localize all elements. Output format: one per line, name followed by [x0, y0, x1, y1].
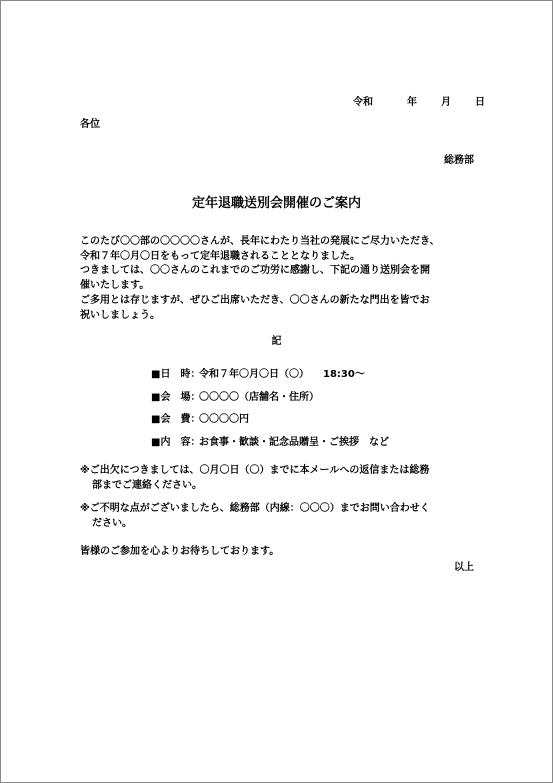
detail-date-value: 令和７年〇月〇日（〇）	[199, 369, 309, 380]
detail-content-label: ■内 容：	[151, 436, 201, 448]
detail-fee	[151, 412, 389, 435]
body-paragraph	[80, 235, 480, 323]
date-era: 令和	[353, 97, 373, 108]
detail-content	[151, 435, 389, 458]
body-line: つきましては、〇〇さんのこれまでのご功労に感謝し、下記の通り送別会を開	[80, 265, 430, 277]
closing-sentence: 皆様のご参加を心よりお待ちしております。	[80, 546, 280, 557]
note-rsvp	[80, 463, 480, 493]
date-day: 日	[475, 97, 485, 108]
note-inquiry	[80, 501, 480, 531]
detail-venue-label: ■会 場：	[151, 391, 201, 403]
body-line: 催いたします。	[80, 280, 150, 292]
note-rsvp-line1: ※ご出欠につきましては、〇月〇日（〇）までに本メールへの返信または総務	[80, 465, 430, 476]
addressee: 各位	[80, 119, 100, 130]
details-list	[151, 367, 389, 457]
detail-fee-label: ■会 費：	[151, 414, 201, 425]
body-line: このたび〇〇部の〇〇〇〇さんが、長年にわたり当社の発展にご尽力いただき、	[80, 236, 440, 247]
detail-fee-value: 〇〇〇〇円	[199, 414, 249, 425]
body-line: 令和７年〇月〇日をもって定年退職されることとなりました。	[80, 250, 360, 262]
note-rsvp-line2: 部までご連絡ください。	[92, 480, 202, 491]
detail-venue-value: 〇〇〇〇（店舗名・住所）	[199, 391, 319, 403]
date-year: 年	[407, 97, 417, 108]
date-month: 月	[441, 97, 451, 108]
document-title: 定年退職送別会開催のご案内	[191, 196, 361, 211]
note-inquiry-line2: ださい。	[92, 518, 132, 529]
body-line: ご多用とは存じますが、ぜひご出席いただき、〇〇さんの新たな門出を皆でお	[80, 294, 430, 306]
detail-date-time: 18:30～	[323, 369, 365, 380]
detail-date	[151, 367, 389, 390]
date-line	[353, 95, 485, 110]
note-inquiry-line1: ※ご不明な点がございましたら、総務部（内線：〇〇〇）までお問い合わせく	[80, 503, 430, 514]
body-line: 祝いしましょう。	[80, 309, 160, 321]
ki-heading: 記	[271, 336, 282, 347]
department: 総務部	[444, 155, 474, 166]
detail-date-label: ■日 時：	[151, 369, 201, 380]
detail-content-value: お食事・歓談・記念品贈呈・ご挨拶 など	[199, 436, 389, 448]
end-mark: 以上	[454, 562, 474, 573]
detail-venue	[151, 390, 389, 413]
